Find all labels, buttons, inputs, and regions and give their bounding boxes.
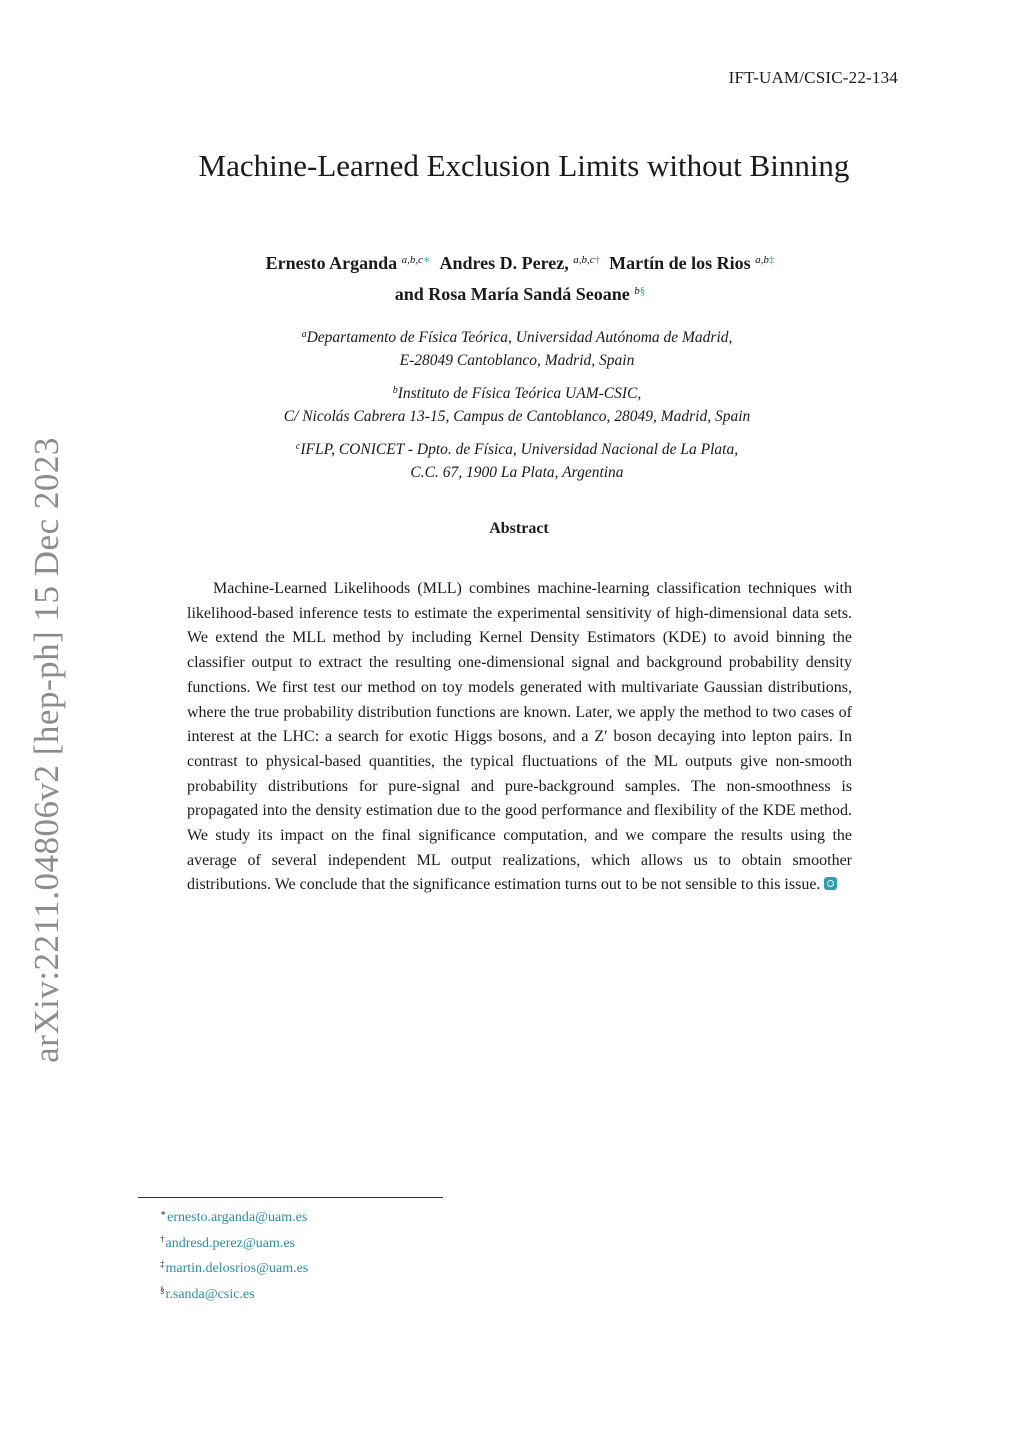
author-affil-marks: a,b,c†: [573, 254, 601, 266]
arxiv-identifier[interactable]: arXiv:2211.04806v2 [hep-ph] 15 Dec 2023: [27, 437, 66, 1063]
email-link[interactable]: ernesto.arganda@uam.es: [167, 1210, 308, 1225]
affiliation-line: C/ Nicolás Cabrera 13-15, Campus de Cantoblanco, 28049, Madrid, Spain: [283, 408, 751, 425]
author-line-2: [0, 277, 1024, 308]
footnote-mark: §: [160, 1284, 165, 1295]
github-icon[interactable]: [824, 877, 837, 890]
footnote-mark: ‡: [160, 1259, 165, 1269]
footnote-item: [160, 1280, 308, 1306]
affiliation-list: [0, 323, 1024, 491]
footnote-item: [160, 1203, 308, 1229]
author-affil-marks: a,b‡: [755, 254, 775, 266]
author-conjunction: and: [394, 284, 424, 304]
author-name: Ernesto Arganda: [265, 253, 398, 273]
footnote-mark: ∗: [160, 1208, 167, 1218]
affiliation-label: a: [301, 329, 307, 340]
abstract-body: [187, 577, 852, 898]
footnote-list: [160, 1203, 308, 1305]
footnote-link[interactable]: §: [639, 285, 646, 297]
email-link[interactable]: r.sanda@csic.es: [165, 1286, 255, 1302]
footnote-link[interactable]: †: [594, 254, 601, 266]
affiliation-label: b: [392, 385, 398, 396]
author-list: [0, 246, 1024, 308]
affiliation-b: [0, 379, 1024, 428]
author-name: Rosa María Sandá Seoane: [428, 284, 630, 304]
footnote-item: [160, 1254, 308, 1280]
email-link[interactable]: andresd.perez@uam.es: [165, 1235, 295, 1251]
footnote-divider: [138, 1197, 443, 1198]
author-name: Andres D. Perez,: [439, 253, 569, 273]
affiliation-line: E-28049 Cantoblanco, Madrid, Spain: [399, 352, 635, 369]
affiliation-line: Instituto de Física Teórica UAM-CSIC,: [397, 385, 642, 402]
affiliation-label: c: [295, 441, 301, 452]
abstract-heading: Abstract: [489, 520, 549, 537]
footnote-item: [160, 1229, 308, 1255]
affiliation-c: [0, 435, 1024, 484]
author-name: Martín de los Rios: [609, 253, 751, 273]
footnote-link[interactable]: ‡: [768, 254, 775, 266]
affiliation-line: C.C. 67, 1900 La Plata, Argentina: [410, 464, 624, 481]
affiliation-a: [0, 323, 1024, 372]
affiliation-line: IFLP, CONICET - Dpto. de Física, Universidad Nacional de La Plata,: [300, 441, 739, 458]
author-affil-marks: b§: [634, 285, 646, 297]
footnote-mark: †: [160, 1233, 165, 1244]
author-affil-marks: a,b,c∗: [401, 254, 431, 266]
abstract-text: Machine-Learned Likelihoods (MLL) combines machine-learning classification techniques with likelihood-based inference tests to estimate the experimental sensitivity of high-dimensional data sets. We extend the MLL method by including Kernel Density Estimators (KDE) to avoid binning the classifier output to extract the resulting one-dimensional signal and background probability density functions. We first test our method on toy models generated with multivariate Gaussian distributions, where the true probability distribution functions are known. Later, we apply the method to two cases of interest at the LHC: a search for exotic Higgs bosons, and a Z′ boson decaying into lepton pairs. In contrast to physical-based quantities, the typical fluctuations of the ML outputs give non-smooth probability distributions for pure-signal and pure-background samples. The non-smoothness is propagated into the density estimation due to the good performance and flexibility of the KDE method. We study its impact on the final significance computation, and we compare the results using the average of several independent ML output realizations, which allows us to obtain smoother distributions. We conclude that the significance estimation turns out to be not sensible to this issue.: [187, 580, 852, 894]
email-link[interactable]: martin.delosrios@uam.es: [165, 1261, 309, 1276]
affiliation-line: Departamento de Física Teórica, Universidad Autónoma de Madrid,: [306, 329, 733, 346]
footnote-link[interactable]: ∗: [422, 254, 431, 266]
author-line-1: [0, 246, 1024, 277]
report-number: IFT-UAM/CSIC-22-134: [728, 68, 898, 87]
paper-title: Machine-Learned Exclusion Limits without Binning: [198, 148, 850, 183]
